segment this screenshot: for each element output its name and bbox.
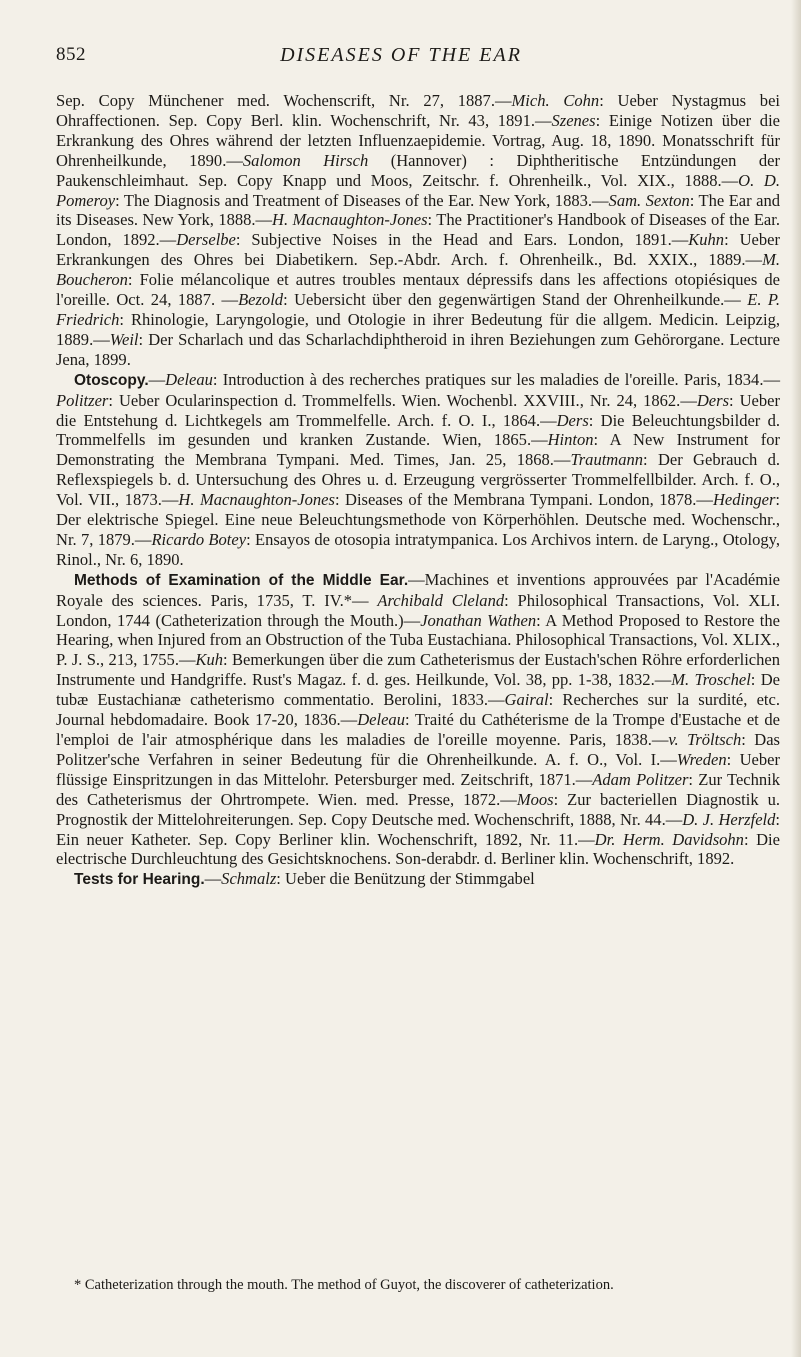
- page-number: 852: [56, 44, 86, 65]
- citation-text: —: [204, 869, 222, 889]
- citation-text: : Der elektrische Spiegel. Eine neue Beleuchtungsmethode von Körperhöhlen. Deutsche med. Wochenschr., Nr. 7, 1879.—: [56, 490, 780, 549]
- author-name: M. Troschel: [671, 670, 751, 690]
- author-name: Mich. Cohn: [511, 91, 600, 110]
- citation-text: : Ueber flüssige Einspritzungen in das Mittelohr. Petersburger med. Zeitschrift, 1871.—: [56, 749, 780, 789]
- author-name: Jonathan Wathen: [420, 610, 537, 630]
- page-header: [56, 40, 746, 74]
- author-name: Ders: [556, 410, 589, 430]
- paragraph-tests-for-hearing: [56, 869, 780, 890]
- citation-text: : Folie mélancolique et autres troubles mentaux dépressifs dans les affections otopiésiques de l'oreille. Oct. 24, 1887. —: [56, 270, 780, 310]
- citation-text: : The Diagnosis and Treatment of Diseases of the Ear. New York, 1883.—: [115, 190, 609, 210]
- author-name: Bezold: [238, 290, 284, 310]
- citation-text: : Der Gebrauch d. Reflexspiegels b. d. Untersuchung des Ohres u. d. Erzeugung vergrösserter Trommelfellbilder. Arch. f. O., Vol. VII., 1873.—: [56, 450, 780, 510]
- citation-text: : Diseases of the Membrana Tympani. London, 1878.—: [334, 490, 713, 510]
- section-heading: Methods of Examination of the Middle Ear.: [74, 571, 409, 589]
- paragraph-continuation: [56, 91, 780, 370]
- page-edge-shadow: [791, 0, 801, 1357]
- author-name: E. P. Friedrich: [56, 290, 780, 329]
- citation-text: : Das Politzer'sche Verfahren in seiner Bedeutung für die Ohrenheilkunde. A. f. O., Vol. I.—: [56, 730, 780, 769]
- author-name: Wreden: [676, 749, 727, 769]
- citation-text: : De tubæ Eustachianæ catheterismo commentatio. Berolini, 1833.—: [56, 670, 780, 710]
- citation-text: : Ueber Nystagmus bei Ohraffectionen. Sep. Copy Berl. klin. Wochenschrift, Nr. 43, 1891.—: [56, 91, 781, 130]
- citation-text: : The Practitioner's Handbook of Diseases of the Ear. London, 1892.—: [56, 210, 780, 250]
- citation-text: : A New Instrument for Demonstrating the Membrana Tympani. Med. Times, Jan. 25, 1868.—: [56, 430, 780, 470]
- author-name: Dr. Herm. Davidsohn: [594, 829, 744, 849]
- citation-text: : Die electrische Durchleuchtung des Gesichtsknochens. Son-derabdr. d. Berliner klin. Wochenschrift, 1892.: [56, 829, 780, 869]
- author-name: M. Boucheron: [56, 250, 780, 290]
- citation-text: : Rhinologie, Laryngologie, und Otologie in ihrer Bedeutung für die allgem. Medicin. Leipzig, 1889.—: [56, 309, 780, 349]
- author-name: D. J. Herzfeld: [682, 809, 776, 829]
- bibliography-text: [56, 91, 780, 890]
- author-name: Adam Politzer: [592, 769, 689, 789]
- paragraph-otoscopy: [56, 370, 780, 570]
- author-name: Szenes: [551, 110, 596, 130]
- running-title: DISEASES OF THE EAR: [280, 44, 522, 66]
- citation-text: : Recherches sur la surdité, etc. Journal hebdomadaire. Book 17-20, 1836.—: [56, 690, 780, 730]
- section-heading: Tests for Hearing.: [74, 871, 205, 889]
- section-heading: Otoscopy.: [74, 371, 149, 389]
- author-name: Hinton: [547, 430, 594, 450]
- citation-text: : Introduction à des recherches pratiques sur les maladies de l'oreille. Paris, 1834.—: [212, 369, 780, 389]
- author-name: O. D. Pomeroy: [56, 170, 780, 210]
- citation-text: : Zur bacteriellen Diagnostik u. Prognostik der Mittelohreiterungen. Sep. Copy Deutsche med. Wochenschrift, 1888, Nr. 44.—: [56, 789, 780, 829]
- author-name: Trautmann: [570, 450, 644, 470]
- citation-text: : Uebersicht über den gegenwärtigen Stand der Ohrenheilkunde.—: [283, 290, 748, 310]
- footnote-text: * Catheterization through the mouth. The method of Guyot, the discoverer of catheterization.: [74, 1277, 614, 1293]
- author-name: v. Tröltsch: [668, 730, 742, 749]
- author-name: Kuh: [195, 650, 224, 670]
- citation-text: : Ein neuer Katheter. Sep. Copy Berliner klin. Wochenschrift, 1892, Nr. 11.—: [56, 809, 780, 849]
- author-name: Gairal: [504, 690, 549, 710]
- author-name: Kuhn: [688, 230, 725, 250]
- author-name: Weil: [109, 329, 139, 349]
- author-name: Schmalz: [221, 869, 277, 889]
- citation-text: : Zur Technik des Catheterismus der Ohrtrompete. Wien. med. Presse, 1872.—: [56, 769, 781, 809]
- footnote: [56, 1277, 780, 1294]
- citation-text: —Machines et inventions approuvées par l'Académie Royale des sciences. Paris, 1735, T. IV.*—: [56, 569, 781, 610]
- citation-text: : The Ear and its Diseases. New York, 1888.—: [56, 190, 781, 230]
- author-name: Hedinger: [712, 490, 776, 510]
- citation-text: : Subjective Noises in the Head and Ears. London, 1891.—: [235, 230, 689, 250]
- author-name: Moos: [516, 789, 554, 809]
- paragraph-methods-middle-ear: [56, 570, 780, 870]
- author-name: Deleau: [357, 710, 405, 730]
- citation-text: : Ueber Ocularinspection d. Trommelfells. Wien. Wochenbl. XXVIII., Nr. 24, 1862.—: [108, 390, 697, 410]
- citation-text: (Hannover) : Diphtheritische Entzündungen der Paukenschleimhaut. Sep. Copy Knapp und Moos, Zeitschr. f. Ohrenheilk., Vol. XIX., 1888.—: [56, 150, 780, 190]
- citation-text: : Ensayos de otosopia intratympanica. Los Archivos intern. de Laryng., Otology, Rinol., Nr. 6, 1890.: [56, 529, 780, 569]
- citation-text: : Ueber die Entstehung d. Lichtkegels am Trommelfelle. Arch. f. O. I., 1864.—: [56, 390, 780, 430]
- citation-text: —: [148, 369, 166, 389]
- citation-text: : Einige Notizen über die Erkrankung des Ohres während der letzten Influenzaepidemie. Vortrag, Aug. 18, 1890. Monatsschrift für Ohrenheilkunde, 1890.—: [56, 110, 780, 170]
- citation-text: : A Method Proposed to Restore the Hearing, when Injured from an Obstruction of the Tuba Eustachiana. Philosophical Transactions, Vol. XLIX., P. J. S., 213, 1755.—: [56, 610, 780, 670]
- author-name: Politzer: [56, 390, 109, 410]
- citation-text: : Philosophical Transactions, Vol. XLI. London, 1744 (Catheterization through the Mouth.)—: [56, 590, 781, 630]
- citation-text: : Ueber die Benützung der Stimmgabel: [276, 869, 535, 889]
- citation-text: : Bemerkungen über die zum Catheterismus der Eustach'schen Röhre erforderlichen Instrumente und Handgriffe. Rust's Magaz. f. d. ges. Heilkunde, Vol. 38, pp. 1-38, 1832.—: [56, 650, 780, 690]
- author-name: Derselbe: [176, 230, 236, 250]
- citation-text: : Traité du Cathéterisme de la Trompe d'Eustache et de l'emploi de l'air atmosphérique dans les maladies de l'oreille moyenne. Paris, 1838.—: [56, 710, 780, 749]
- author-name: Ricardo Botey: [151, 529, 247, 549]
- author-name: Ders: [696, 390, 730, 410]
- author-name: H. Macnaughton-Jones: [178, 490, 335, 510]
- citation-text: : Die Beleuchtungsbilder d. Trommelfells im gesunden und kranken Zustande. Wien, 1865.—: [56, 410, 780, 450]
- author-name: Archibald Cleland: [377, 590, 505, 610]
- author-name: Salomon Hirsch: [242, 150, 369, 170]
- author-name: Sam. Sexton: [608, 190, 690, 210]
- citation-text: Sep. Copy Münchener med. Wochenscrift, Nr. 27, 1887.—: [56, 91, 512, 110]
- citation-text: : Ueber Erkrankungen des Ohres bei Diabetikern. Sep.-Abdr. Arch. f. Ohrenheilk., Bd. XXIX., 1889.—: [56, 230, 780, 270]
- author-name: Deleau: [165, 369, 213, 389]
- author-name: H. Macnaughton-Jones: [272, 210, 428, 230]
- citation-text: : Der Scharlach und das Scharlachdiphtheroid in ihren Beziehungen zum Gehörorgane. Lecture Jena, 1899.: [56, 329, 780, 369]
